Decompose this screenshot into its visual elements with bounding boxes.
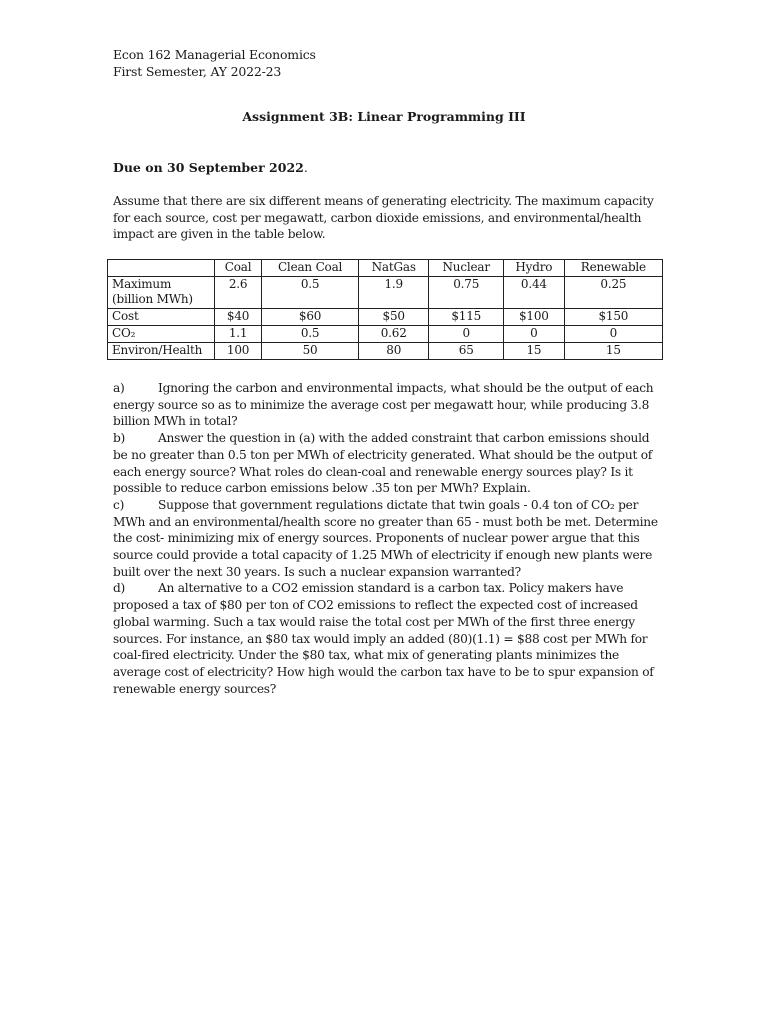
intro-line: impact are given in the table below. [113, 227, 326, 242]
question-line: coal-fired electricity. Under the $80 tax, what mix of generating plants minimizes the [113, 648, 620, 663]
table-cell: 15 [504, 343, 565, 360]
table-cell: 65 [429, 343, 504, 360]
question-line: An alternative to a CO2 emission standard is a carbon tax. Policy makers have [158, 581, 624, 596]
row-label [108, 277, 215, 309]
question-line: Ignoring the carbon and environmental impacts, what should be the output of each [158, 381, 654, 395]
table-header-cell: Nuclear [429, 260, 504, 277]
question-line: renewable energy sources? [113, 681, 277, 696]
table-cell: 2.6 [215, 277, 262, 309]
question-line: MWh and an environmental/health score no greater than 65 - must both be met. Determine [113, 514, 658, 529]
question-line: sources. For instance, an $80 tax would imply an added (80)(1.1) = $88 cost per MWh for [113, 631, 648, 646]
table-header-cell: Clean Coal [262, 260, 359, 277]
question-label: c) [113, 497, 125, 512]
row-label-line: (billion MWh) [112, 292, 193, 306]
question-c [113, 497, 673, 514]
question-line: average cost of electricity? How high would the carbon tax have to be to spur expansion of [113, 664, 654, 679]
semester: First Semester, AY 2022-23 [113, 64, 282, 79]
question-b [113, 430, 673, 447]
intro-line: for each source, cost per megawatt, carbon dioxide emissions, and environmental/health [113, 210, 642, 225]
table-cell: 1.1 [215, 326, 262, 343]
questions-block [113, 380, 673, 697]
table-cell: 0 [564, 326, 662, 343]
question-line: proposed a tax of $80 per ton of CO2 emissions to reflect the expected cost of increased [113, 598, 638, 613]
table-cell: 0.44 [504, 277, 565, 309]
table-cell: $60 [262, 309, 359, 326]
table-cell: 0.62 [359, 326, 429, 343]
table-cell: 0.5 [262, 326, 359, 343]
question-a [113, 380, 673, 397]
intro-paragraph [113, 193, 673, 243]
question-line: Answer the question in (a) with the added constraint that carbon emissions should [158, 431, 650, 446]
question-line: each energy source? What roles do clean-coal and renewable energy sources play? Is it [113, 464, 633, 479]
table-row [108, 277, 663, 309]
table-header-row [108, 260, 663, 277]
question-line: be no greater than 0.5 ton per MWh of electricity generated. What should be the output of [113, 447, 653, 462]
table-cell: $100 [504, 309, 565, 326]
table-cell: 1.9 [359, 277, 429, 309]
intro-line: Assume that there are six different means of generating electricity. The maximum capacity [113, 194, 654, 208]
question-line: possible to reduce carbon emissions below .35 ton per MWh? Explain. [113, 481, 531, 496]
due-date [113, 160, 308, 175]
table-row [108, 343, 663, 360]
row-label: CO₂ [108, 326, 215, 343]
table-header-cell: Coal [215, 260, 262, 277]
table-cell: $50 [359, 309, 429, 326]
question-label: d) [113, 581, 126, 596]
question-d [113, 580, 673, 597]
table-row [108, 326, 663, 343]
table-cell: 0 [429, 326, 504, 343]
question-line: Suppose that government regulations dictate that twin goals - 0.4 ton of CO₂ per [158, 497, 639, 512]
table-cell: 15 [564, 343, 662, 360]
question-line: energy source so as to minimize the average cost per megawatt hour, while producing 3.8 [113, 397, 650, 412]
question-line: global warming. Such a tax would raise the total cost per MWh of the first three energy [113, 614, 635, 629]
due-date-text: Due on 30 September 2022 [113, 160, 304, 175]
table-cell: 100 [215, 343, 262, 360]
course-name: Econ 162 Managerial Economics [113, 47, 316, 62]
table-cell: 50 [262, 343, 359, 360]
table-cell: 0.25 [564, 277, 662, 309]
table-header-cell: Renewable [564, 260, 662, 277]
question-line: the cost- minimizing mix of energy sources. Proponents of nuclear power argue that this [113, 531, 640, 546]
table-cell: 0 [504, 326, 565, 343]
table-cell: $115 [429, 309, 504, 326]
due-date-suffix: . [303, 160, 308, 175]
table-cell: 80 [359, 343, 429, 360]
question-line: built over the next 30 years. Is such a nuclear expansion warranted? [113, 564, 521, 579]
table-row [108, 309, 663, 326]
row-label: Environ/Health [108, 343, 215, 360]
energy-sources-table [107, 259, 663, 360]
table-cell: $150 [564, 309, 662, 326]
table-cell: 0.5 [262, 277, 359, 309]
question-label: b) [113, 431, 126, 446]
row-label: Cost [108, 309, 215, 326]
row-label-line: Maximum [112, 277, 172, 291]
table-header-cell: NatGas [359, 260, 429, 277]
question-label: a) [113, 381, 125, 395]
question-line: source could provide a total capacity of 1.25 MWh of electricity if enough new plants were [113, 548, 653, 563]
table-header-cell: Hydro [504, 260, 565, 277]
question-line: billion MWh in total? [113, 414, 238, 429]
assignment-title: Assignment 3B: Linear Programming III [242, 109, 526, 124]
table-cell: 0.75 [429, 277, 504, 309]
table-cell: $40 [215, 309, 262, 326]
table-header-cell [108, 260, 215, 277]
